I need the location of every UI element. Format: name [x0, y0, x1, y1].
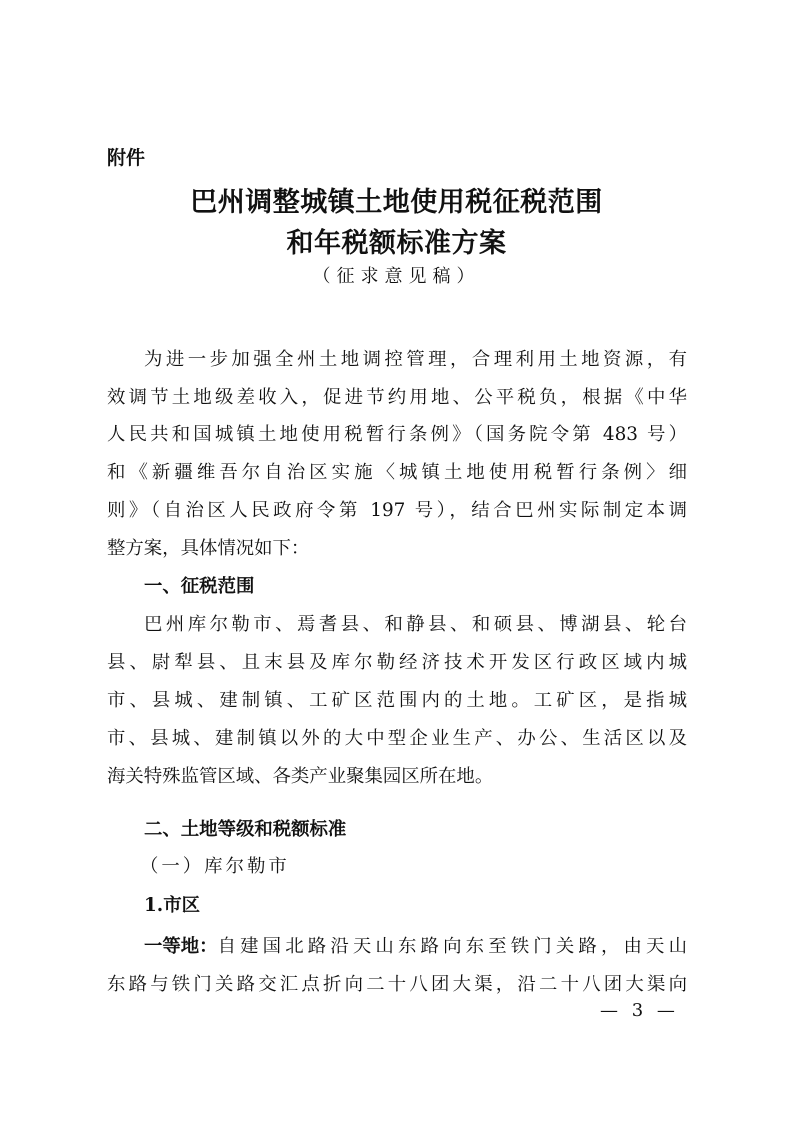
- paragraph-line: 县、尉犁县、且末县及库尔勒经济技术开发区行政区域内城: [107, 652, 687, 673]
- paragraph-line: 人民共和国城镇土地使用税暂行条例》（国务院令第 483 号）: [107, 424, 687, 445]
- section-heading-scope: 一、征税范围: [144, 576, 255, 597]
- grade1-label: 一等地：: [144, 936, 218, 957]
- document-title-line-1: 巴州调整城镇土地使用税征税范围: [190, 187, 603, 218]
- paragraph-line: 整方案，具体情况如下：: [107, 538, 310, 559]
- subsection-heading-korla: （一）库尔勒市: [140, 856, 290, 877]
- paragraph-line: 为进一步加强全州土地调控管理，合理利用土地资源，有: [144, 349, 687, 370]
- paragraph-line: 则》（自治区人民政府令第 197 号），结合巴州实际制定本调: [107, 500, 687, 521]
- section-heading-land-grade: 二、土地等级和税额标准: [144, 819, 347, 840]
- document-subtitle: （征求意见稿）: [312, 266, 481, 287]
- paragraph-line: 海关特殊监管区域、各类产业聚集园区所在地。: [107, 766, 494, 787]
- attachment-label: 附件: [107, 147, 146, 169]
- paragraph-line: 市、县城、建制镇、工矿区范围内的土地。工矿区，是指城: [107, 690, 687, 711]
- item-heading-urban: 1.市区: [144, 895, 200, 916]
- document-title-line-2: 和年税额标准方案: [286, 228, 507, 259]
- paragraph-line: 东路与铁门关路交汇点折向二十八团大渠，沿二十八团大渠向: [107, 974, 687, 995]
- paragraph-line: 和《新疆维吾尔自治区实施〈城镇土地使用税暂行条例〉细: [107, 462, 687, 483]
- grade1-text: 自建国北路沿天山东路向东至铁门关路，由天山: [217, 936, 687, 957]
- paragraph-line: 市、县城、建制镇以外的大中型企业生产、办公、生活区以及: [107, 728, 687, 749]
- page-number: — 3 —: [600, 1000, 679, 1021]
- paragraph-line: 效调节土地级差收入，促进节约用地、公平税负，根据《中华: [107, 387, 687, 408]
- paragraph-line: [107, 932, 687, 958]
- paragraph-line: 巴州库尔勒市、焉耆县、和静县、和硕县、博湖县、轮台: [144, 614, 687, 635]
